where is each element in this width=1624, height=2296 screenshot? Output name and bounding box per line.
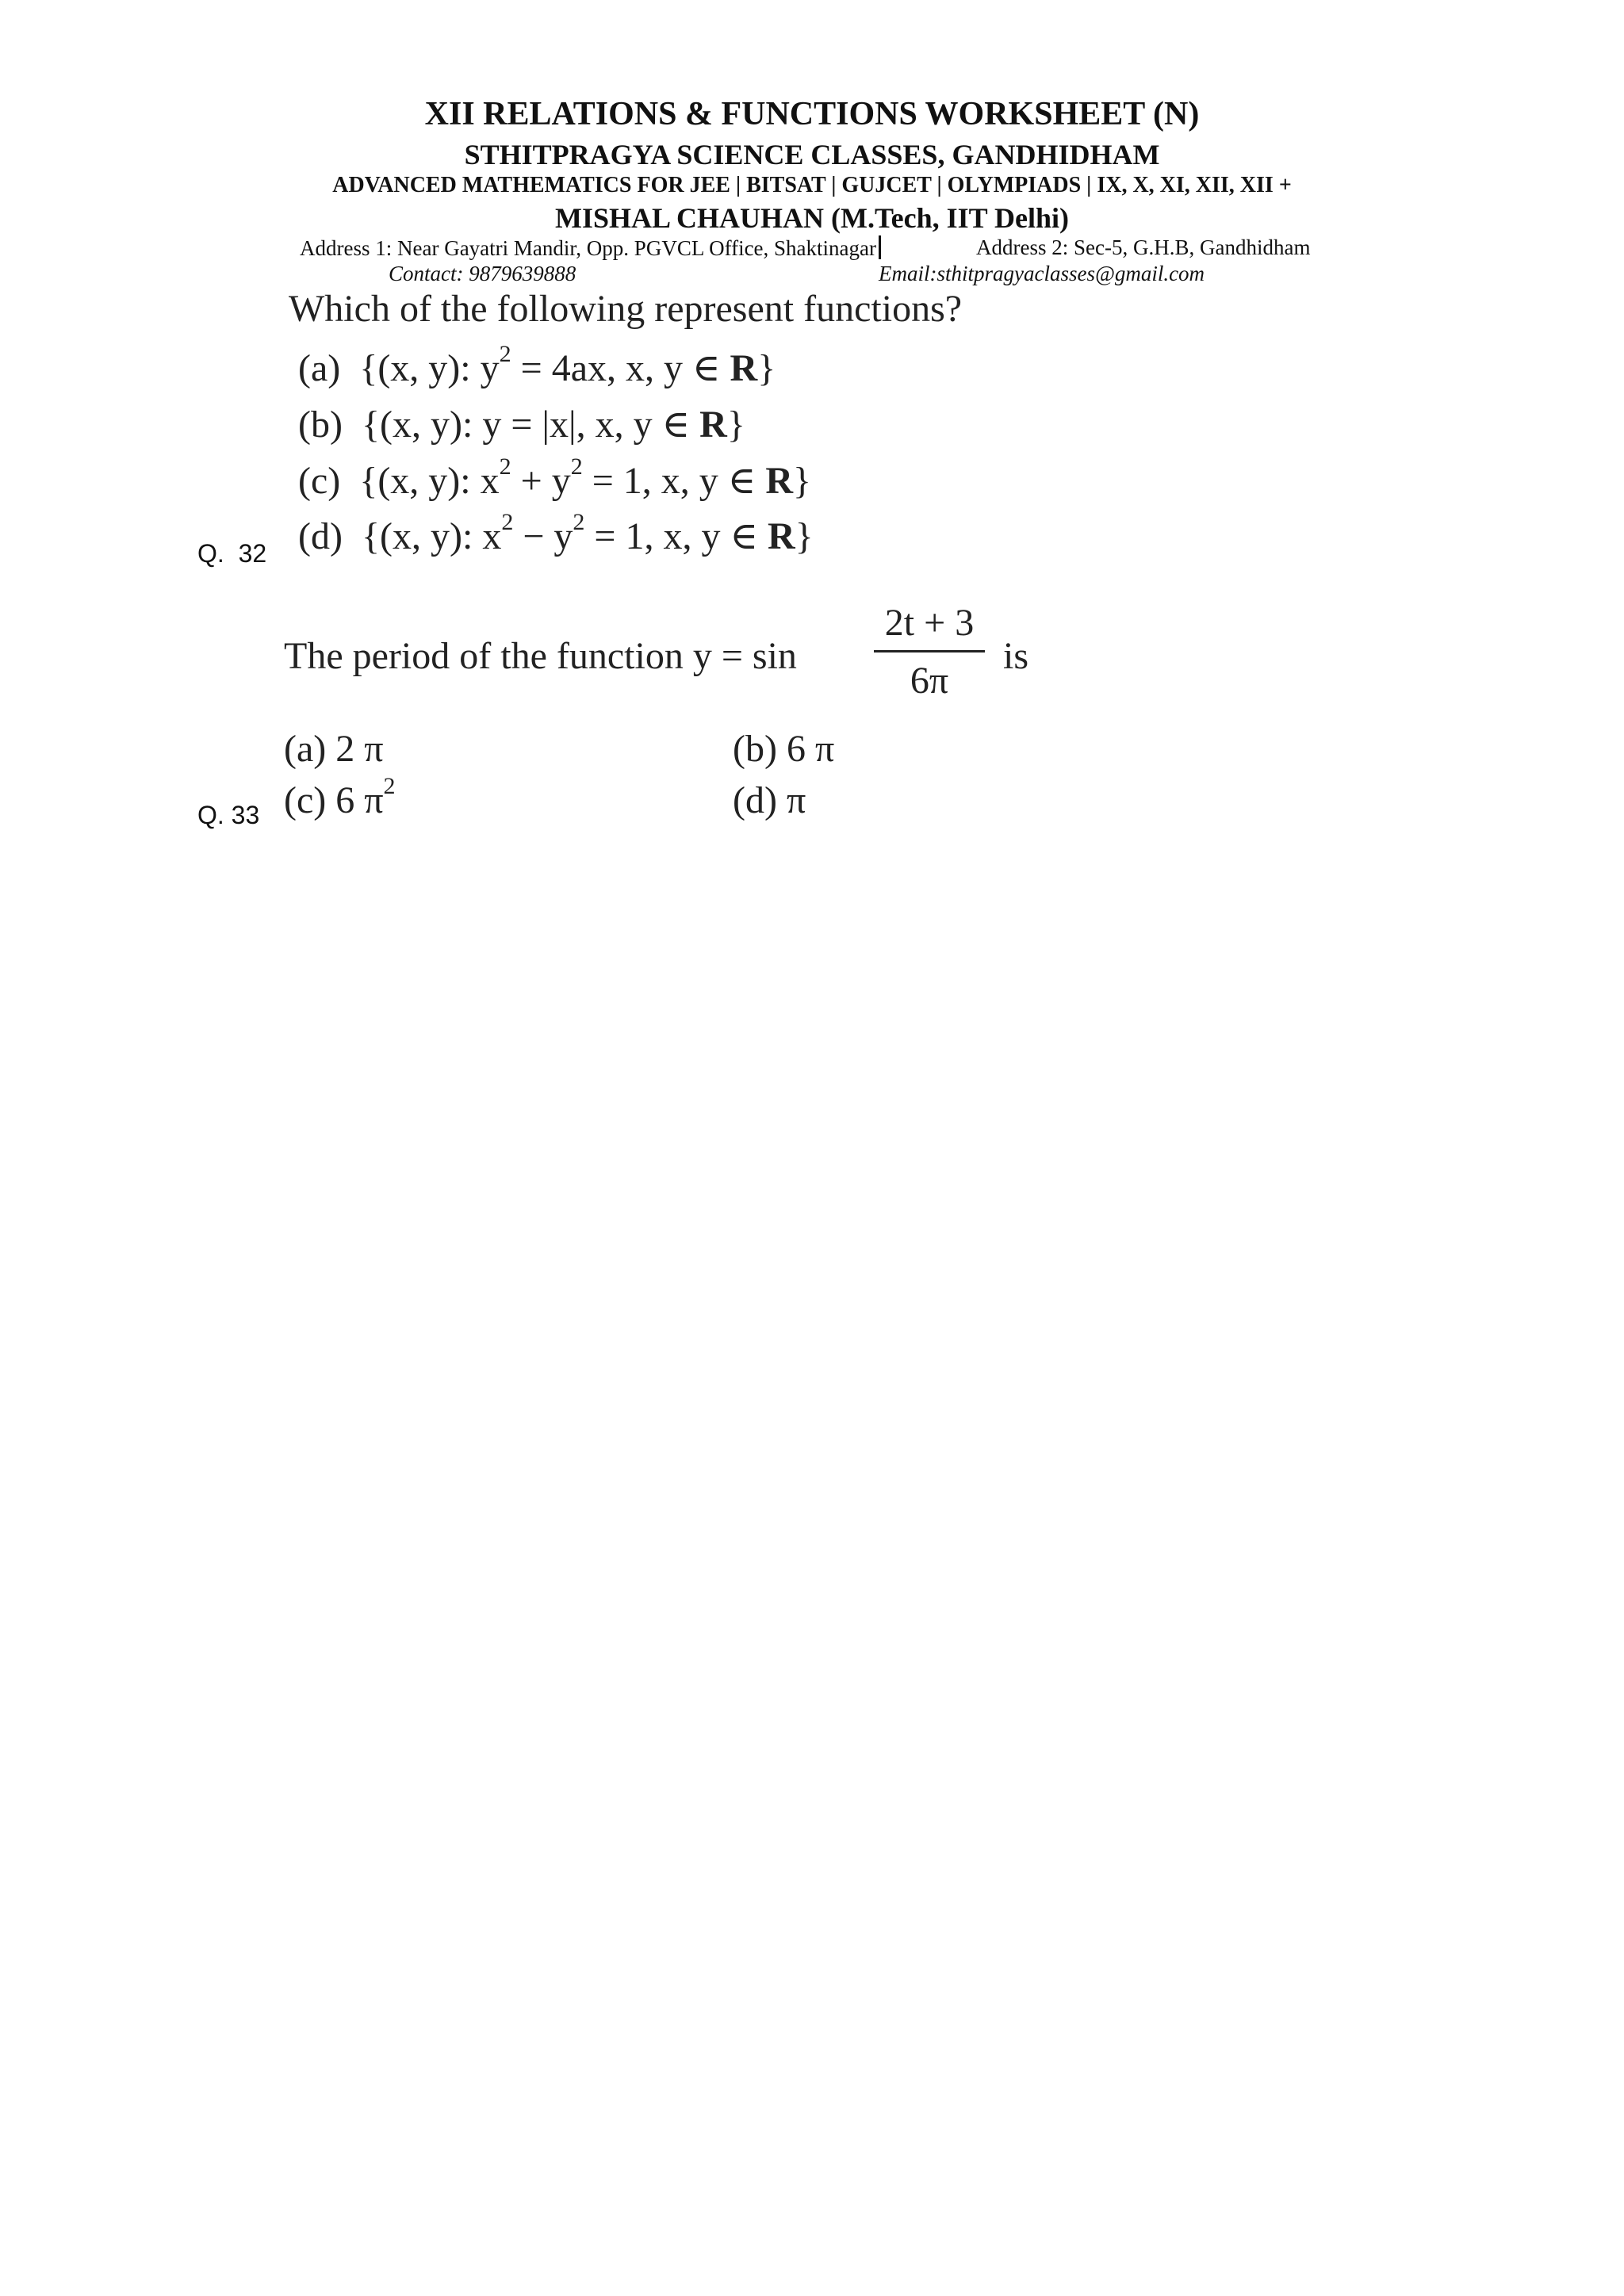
closing-brace: } — [726, 404, 745, 446]
option-text: (c) 6 π — [284, 779, 384, 821]
question-stem: Which of the following represent functions? — [289, 288, 963, 330]
course-subtitle: ADVANCED MATHEMATICS FOR JEE | BITSAT | GUJCET | OLYMPIADS | IX, X, XI, XII, XII + — [332, 173, 1292, 197]
real-numbers-symbol: R — [765, 460, 793, 502]
option-d — [298, 509, 814, 558]
option-b: (b) 6 π — [733, 728, 835, 770]
exponent: 2 — [499, 453, 511, 480]
option-text-post: = 4ax, x, y ∈ — [511, 347, 730, 389]
exponent: 2 — [499, 341, 511, 367]
exponent: 2 — [570, 453, 583, 480]
option-c — [298, 453, 812, 503]
worksheet-title: XII RELATIONS & FUNCTIONS WORKSHEET (N) — [424, 96, 1200, 132]
closing-brace: } — [792, 460, 812, 502]
exponent: 2 — [501, 509, 514, 535]
address-2: Address 2: Sec-5, G.H.B, Gandhidham — [976, 235, 1311, 259]
option-label: (a) — [298, 347, 341, 389]
option-label: (c) — [298, 460, 341, 502]
option-text-pre: {(x, y): x — [359, 460, 500, 502]
option-text-pre: {(x, y): y = |x|, x, y ∈ — [361, 404, 700, 446]
question-stem-end: is — [1003, 635, 1029, 677]
option-text-mid: + y — [511, 460, 571, 502]
contact-number: Contact: 9879639888 — [389, 262, 576, 285]
address-1-text: Address 1: Near Gayatri Mandir, Opp. PGVCL Office, Shaktinagar — [300, 236, 876, 260]
option-text-pre: {(x, y): x — [361, 515, 502, 557]
question-number: Q. 32 — [197, 539, 267, 568]
option-text-post: = 1, x, y ∈ — [584, 515, 768, 557]
question-stem: The period of the function y = sin — [284, 635, 797, 677]
fraction-bar — [874, 650, 985, 652]
real-numbers-symbol: R — [699, 404, 727, 446]
teacher-name: MISHAL CHAUHAN (M.Tech, IIT Delhi) — [554, 202, 1070, 234]
option-text-pre: {(x, y): y — [359, 347, 500, 389]
question-number: Q. 33 — [197, 801, 260, 829]
option-a: (a) 2 π — [284, 728, 384, 770]
exponent: 2 — [383, 773, 396, 799]
real-numbers-symbol: R — [768, 515, 795, 557]
closing-brace: } — [757, 347, 776, 389]
fraction-denominator: 6π — [910, 660, 949, 702]
option-c — [284, 773, 396, 822]
exponent: 2 — [573, 509, 585, 535]
address-separator — [879, 235, 881, 259]
option-label: (d) — [298, 515, 343, 557]
real-numbers-symbol: R — [730, 347, 758, 389]
option-label: (b) — [298, 404, 343, 446]
fraction-numerator: 2t + 3 — [884, 602, 975, 644]
option-a — [298, 341, 776, 390]
closing-brace: } — [795, 515, 814, 557]
option-text-post: = 1, x, y ∈ — [582, 460, 766, 502]
option-text-mid: − y — [513, 515, 573, 557]
institute-name: STHITPRAGYA SCIENCE CLASSES, GANDHIDHAM — [464, 139, 1160, 170]
option-d: (d) π — [733, 779, 806, 821]
fraction — [871, 599, 988, 705]
contact-email: Email:sthitpragyaclasses@gmail.com — [879, 262, 1205, 285]
address-1 — [300, 235, 881, 261]
option-b — [298, 402, 745, 446]
